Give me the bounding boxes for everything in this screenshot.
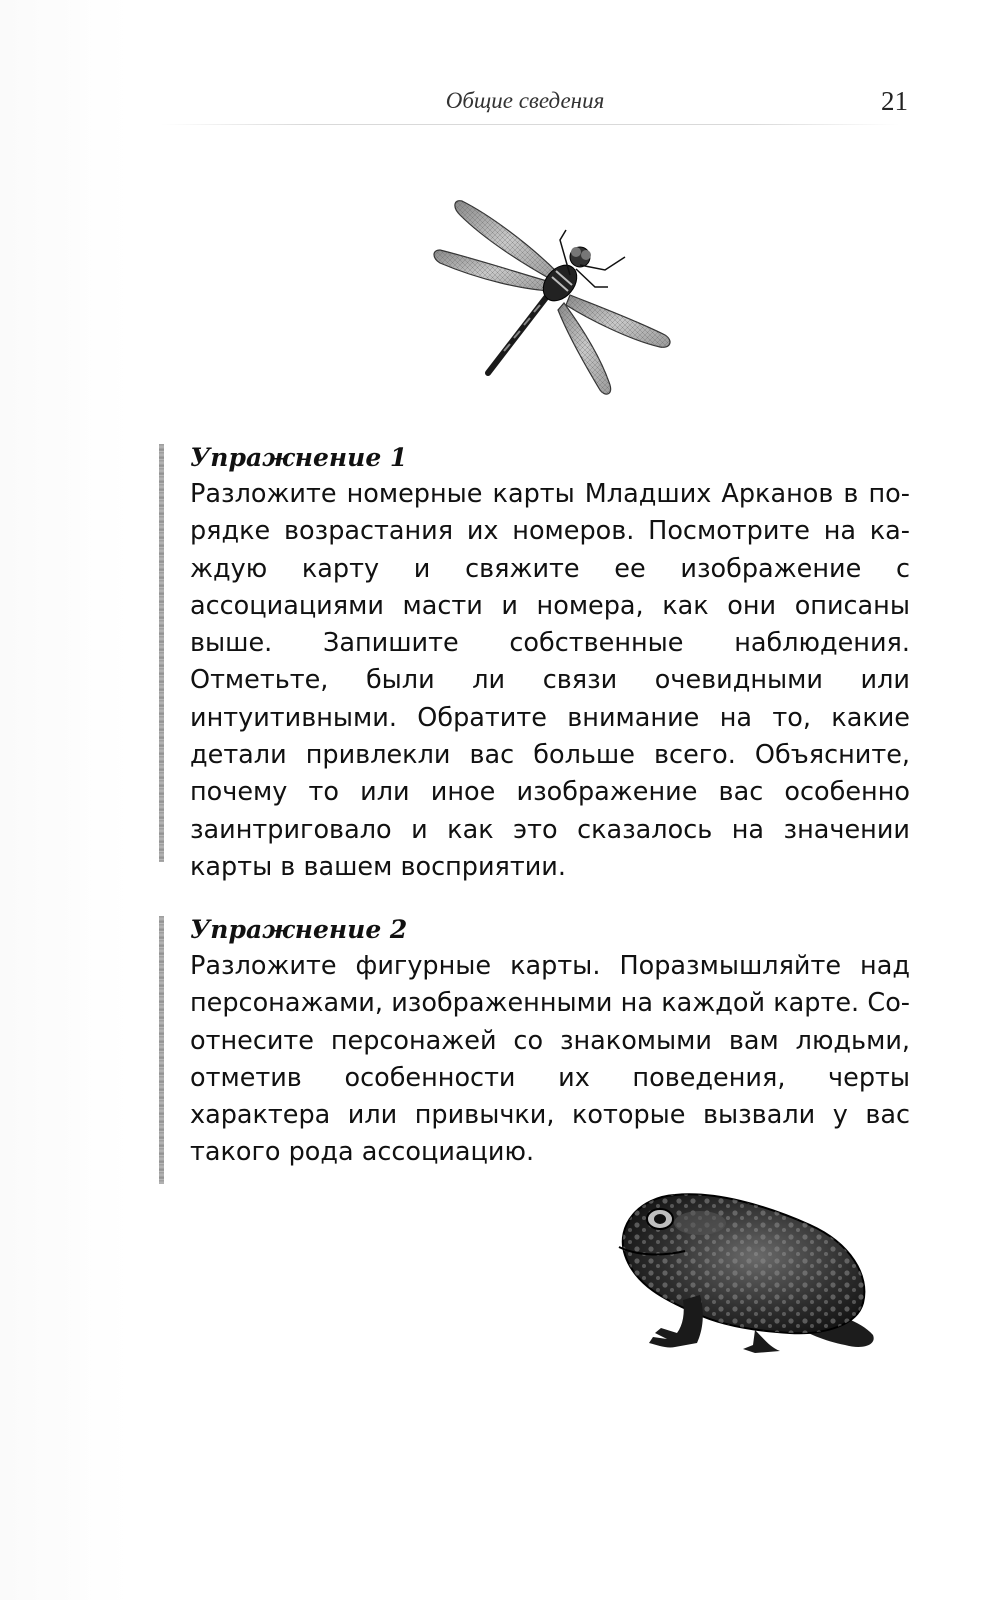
toad-icon	[605, 1185, 885, 1360]
dragonfly-icon	[430, 195, 680, 410]
exercise-title: Упражнение 1	[190, 443, 408, 472]
header-rule	[160, 124, 900, 125]
exercise-margin-bar	[159, 916, 164, 1184]
exercise-title: Упражнение 2	[190, 915, 408, 944]
exercise-1	[190, 440, 910, 886]
running-head	[0, 88, 1000, 128]
running-title: Общие сведения	[445, 88, 605, 113]
exercise-2	[190, 912, 910, 1172]
page-number: 21	[881, 86, 908, 116]
exercise-text: Разложите номерные карты Младших Арканов в порядке возрастания их номеров. Посмотрите на каждую карту и свяжите ее изображение с ассоциациями масти и номера, как они описаны выше. Запишите собственные наблюдения. Отметьте, были ли связи очевидными или интуитивными. Обратите внимание на то, какие детали привлекли вас больше всего. Объясните, почему то или иное изображение вас особенно заинтриговало и как это сказалось на значении карты в вашем восприятии.	[190, 479, 910, 882]
exercise-margin-bar	[159, 444, 164, 862]
page-edge-shadow	[0, 0, 130, 1600]
exercise-text: Разложите фигурные карты. Поразмышляйте над персонажами, изображенными на каждой карте. Соотнесите персонажей со знакомыми вам людьми, отметив особенности их поведения, черты характера или привычки, которые вызвали у вас такого рода ассоциацию.	[190, 951, 910, 1168]
